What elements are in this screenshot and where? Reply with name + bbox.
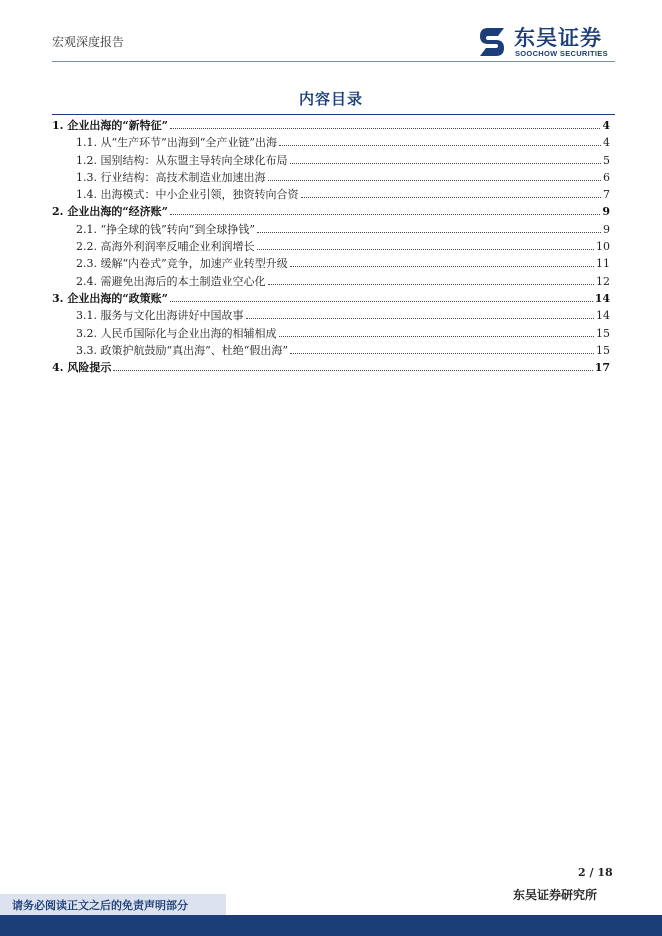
toc-entry-page: 12 <box>596 274 610 288</box>
toc-entry-title: 4. 风险提示 <box>52 361 112 375</box>
footer-bar <box>0 915 662 936</box>
toc-entry-title: 2.4. 需避免出海后的本土制造业空心化 <box>76 274 266 288</box>
toc-entry-section[interactable] <box>52 290 610 307</box>
toc-entry-page: 14 <box>596 309 610 323</box>
toc-entry-title: 1.4. 出海模式：中小企业引领，独资转向合资 <box>76 188 299 202</box>
toc-leader-dots <box>257 232 601 233</box>
toc-entry-subsection[interactable] <box>52 342 610 359</box>
toc-entry-subsection[interactable] <box>52 325 610 342</box>
toc-entry-page: 4 <box>602 119 610 132</box>
toc-leader-dots <box>290 353 594 354</box>
toc-entry-title: 1. 企业出海的“新特征” <box>52 119 168 132</box>
toc-entry-title: 2.1. “挣全球的钱”转向“到全球挣钱” <box>76 222 255 236</box>
toc-entry-page: 15 <box>596 326 610 340</box>
toc-entry-title: 2.2. 高海外利润率反哺企业利润增长 <box>76 240 255 254</box>
toc-leader-dots <box>268 284 595 285</box>
toc-entry-page: 15 <box>596 343 610 357</box>
toc-entry-title: 3.1. 服务与文化出海讲好中国故事 <box>76 309 244 323</box>
toc-title-divider <box>52 114 615 115</box>
toc-entry-subsection[interactable] <box>52 152 610 169</box>
report-type-label: 宏观深度报告 <box>52 35 125 49</box>
logo-name-cn: 东吴证券 <box>514 26 602 50</box>
toc-entry-page: 4 <box>603 136 610 150</box>
toc-leader-dots <box>257 249 595 250</box>
toc-leader-dots <box>170 128 600 129</box>
disclaimer-banner <box>0 894 226 915</box>
toc-leader-dots <box>268 180 602 181</box>
toc-entry-subsection[interactable] <box>52 238 610 255</box>
toc-title: 内容目录 <box>298 90 363 108</box>
toc-entry-page: 7 <box>603 188 610 202</box>
toc-entry-title: 1.2. 国别结构：从东盟主导转向全球化布局 <box>76 153 288 167</box>
toc-leader-dots <box>170 301 593 302</box>
logo-name-en: SOOCHOW SECURITIES <box>515 49 608 58</box>
toc-entry-subsection[interactable] <box>52 307 610 324</box>
toc-entry-title: 3.3. 政策护航鼓励“真出海”、杜绝“假出海” <box>76 343 288 357</box>
toc-entry-subsection[interactable] <box>52 134 610 151</box>
toc-leader-dots <box>290 266 594 267</box>
toc-entry-subsection[interactable] <box>52 186 610 203</box>
toc-entry-subsection[interactable] <box>52 255 610 272</box>
toc-leader-dots <box>279 145 601 146</box>
toc-entry-subsection[interactable] <box>52 169 610 186</box>
company-logo <box>474 22 624 62</box>
page-number: 2 / 18 <box>578 866 613 879</box>
soochow-logo-icon <box>474 24 510 60</box>
toc-entry-page: 11 <box>596 257 610 271</box>
toc-entry-title: 1.1. 从“生产环节”出海到“全产业链”出海 <box>76 136 277 150</box>
toc-entry-section[interactable] <box>52 203 610 220</box>
toc-entry-subsection[interactable] <box>52 221 610 238</box>
toc-entry-page: 14 <box>594 291 610 305</box>
toc-entry-title: 2. 企业出海的“经济账” <box>52 205 168 219</box>
toc-entry-section[interactable] <box>52 117 610 134</box>
toc-leader-dots <box>246 318 595 319</box>
toc-entry-page: 6 <box>603 170 610 184</box>
toc-entry-page: 10 <box>596 240 610 254</box>
header-divider <box>52 61 615 62</box>
toc-leader-dots <box>301 197 602 198</box>
toc-entry-page: 9 <box>603 222 610 236</box>
toc-entry-section[interactable] <box>52 359 610 376</box>
toc-entry-title: 2.3. 缓解“内卷式”竞争，加速产业转型升级 <box>76 257 288 271</box>
table-of-contents <box>52 117 610 376</box>
toc-entry-page: 9 <box>602 205 610 219</box>
disclaimer-text: 请务必阅读正文之后的免责声明部分 <box>12 899 188 912</box>
toc-entry-title: 3.2. 人民币国际化与企业出海的相辅相成 <box>76 326 277 340</box>
toc-leader-dots <box>290 163 602 164</box>
toc-entry-page: 5 <box>603 153 610 167</box>
toc-entry-page: 17 <box>594 361 610 375</box>
toc-leader-dots <box>113 370 592 371</box>
toc-entry-subsection[interactable] <box>52 273 610 290</box>
toc-entry-title: 3. 企业出海的“政策账” <box>52 291 168 305</box>
toc-leader-dots <box>279 336 595 337</box>
toc-leader-dots <box>170 214 600 215</box>
toc-entry-title: 1.3. 行业结构：高技术制造业加速出海 <box>76 170 266 184</box>
institute-name: 东吴证券研究所 <box>513 888 598 902</box>
